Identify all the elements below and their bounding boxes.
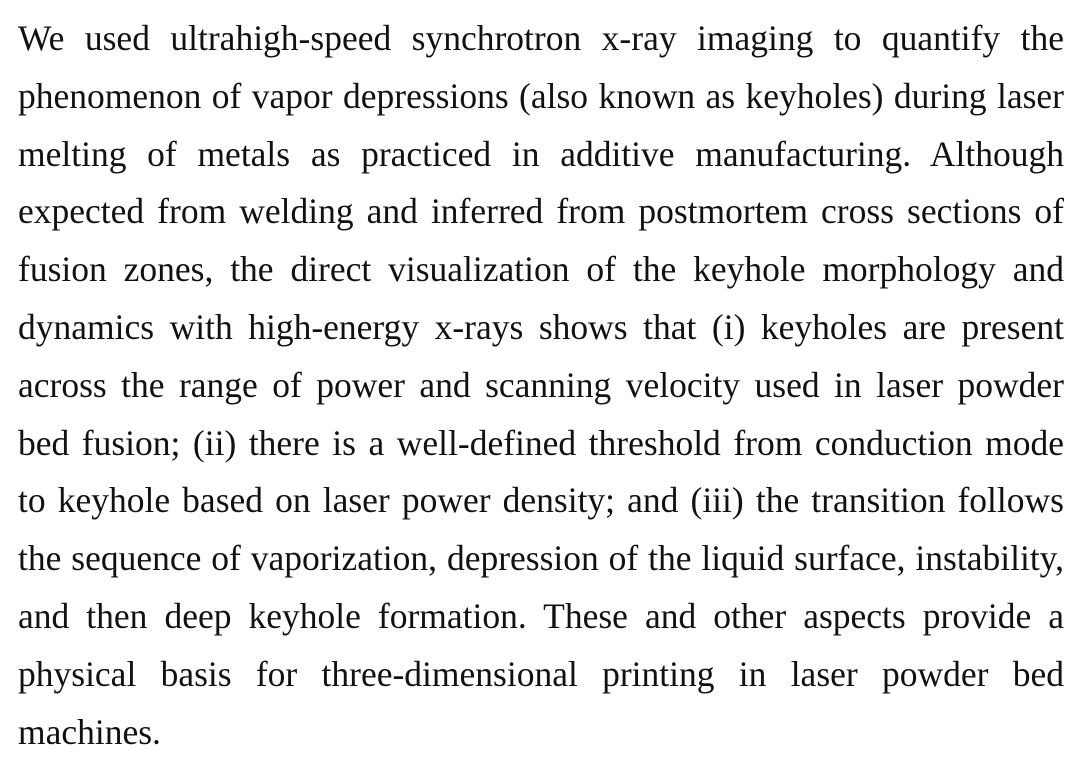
text-line-8: bed fusion; (ii) there is a well-defined threshold from conduction mode — [18, 422, 1064, 463]
text-line-6: dynamics with high-energy x-rays shows that (i) keyholes are present — [18, 306, 1064, 347]
text-line-5: fusion zones, the direct visualization of the keyhole morphology and — [18, 249, 1064, 290]
text-line-13: machines. — [18, 711, 161, 752]
text-line-4: expected from welding and inferred from postmortem cross sections of — [18, 191, 1064, 232]
text-line-10: the sequence of vaporization, depression of the liquid surface, instability, — [18, 538, 1064, 579]
text-line-2: phenomenon of vapor depressions (also known as keyholes) during laser — [18, 75, 1064, 116]
text-line-12: physical basis for three-dimensional printing in laser powder bed — [18, 653, 1064, 694]
text-line-7: across the range of power and scanning velocity used in laser powder — [18, 364, 1064, 405]
abstract-paragraph — [18, 14, 1064, 765]
text-line-9: to keyhole based on laser power density; and (iii) the transition follows — [18, 480, 1064, 521]
text-line-11: and then deep keyhole formation. These and other aspects provide a — [18, 595, 1064, 636]
text-line-3: melting of metals as practiced in additive manufacturing. Although — [18, 133, 1064, 174]
text-line-1: We used ultrahigh-speed synchrotron x-ray imaging to quantify the — [18, 18, 1064, 58]
